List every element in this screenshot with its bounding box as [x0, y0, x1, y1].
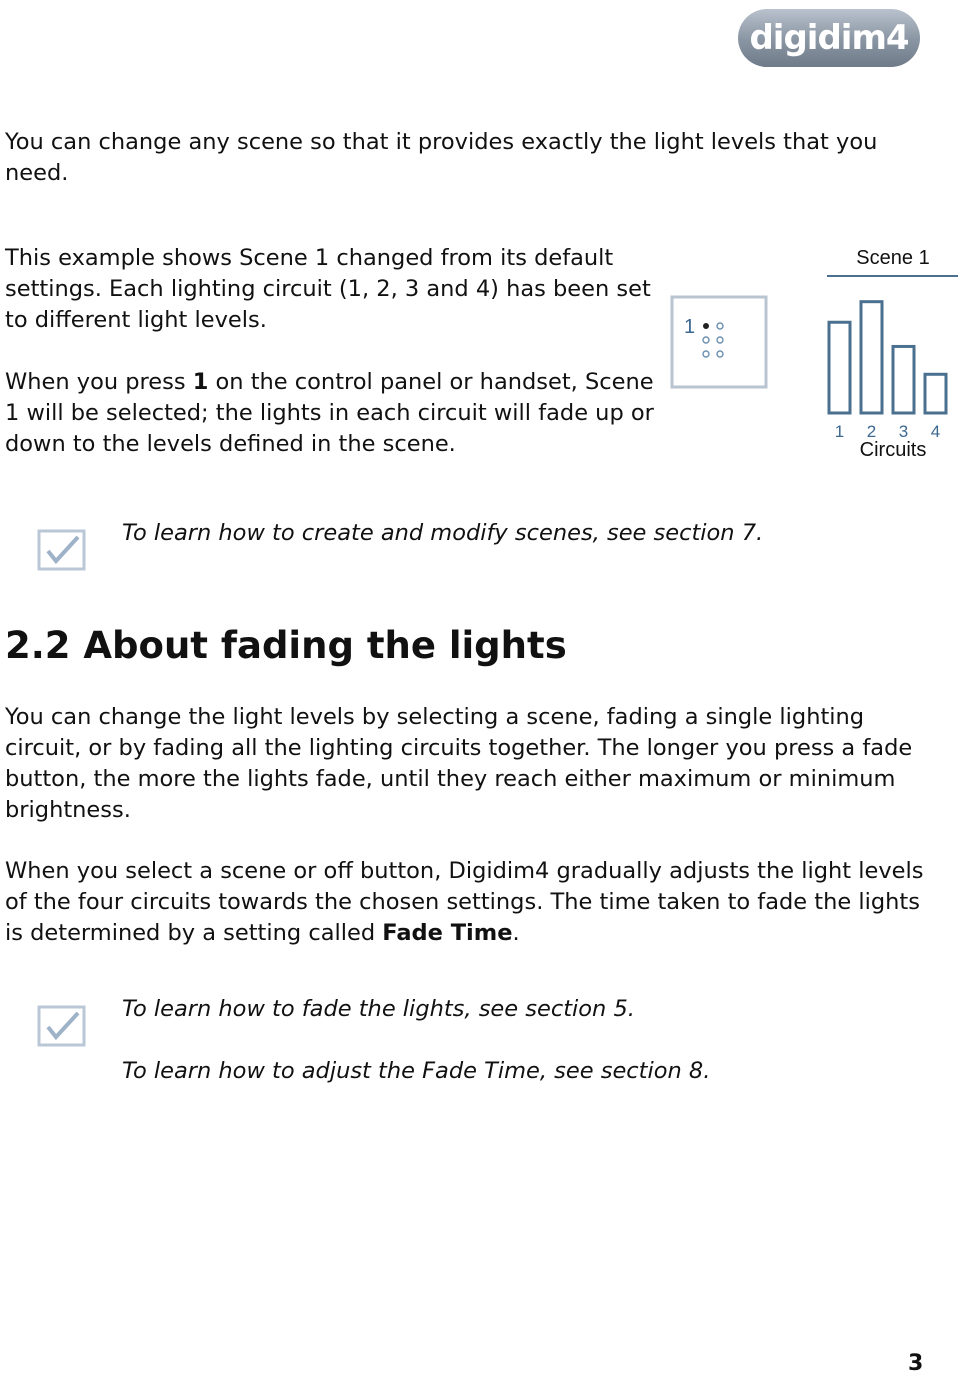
- chart-bar-2: [861, 302, 882, 413]
- section-heading: 2.2 About fading the lights: [5, 624, 567, 667]
- p3-key: 1: [192, 369, 209, 395]
- chart-bar-1: [829, 322, 850, 413]
- note-create-scenes: To learn how to create and modify scenes, see section 7.: [122, 520, 764, 546]
- p2-text-after: .: [512, 920, 520, 946]
- page-number: 3: [908, 1351, 924, 1376]
- section-paragraph-1: You can change the light levels by selecting a scene, fading a single lighting circuit, or by fading all the lighting circuits together. The longer you press a fade button, the more the lights fade, until they reach either maximum or minimum brightness.: [5, 704, 913, 823]
- chart-title: Scene 1: [856, 247, 930, 269]
- chart-tick-label: 1: [834, 422, 845, 441]
- chart-tick-label: 4: [930, 422, 941, 441]
- control-panel-illustration: [670, 295, 768, 389]
- chart-x-label: Circuits: [859, 439, 927, 461]
- intro-paragraph-2: This example shows Scene 1 changed from its default settings. Each lighting circuit (1, 2, 3 and 4) has been set to different light levels.: [5, 245, 651, 333]
- p3-text-before: When you press: [5, 369, 193, 395]
- note-fade-time: To learn how to adjust the Fade Time, see section 8.: [122, 1058, 711, 1084]
- logo-text: digidim4: [749, 18, 909, 58]
- section-paragraph-2: [5, 856, 945, 949]
- fade-time-term: Fade Time: [382, 920, 513, 946]
- intro-paragraph-1: You can change any scene so that it provides exactly the light levels that you need.: [5, 129, 878, 186]
- p2-text-before: When you select a scene or off button, Digidim4 gradually adjusts the light levels of the four circuits towards the chosen settings. The time taken to fade the lights is determined by a setting called: [5, 858, 924, 946]
- digidim4-logo: [736, 5, 922, 71]
- chart-tick-label: 2: [866, 422, 877, 441]
- scene-1-chart: [825, 240, 960, 465]
- chart-bar-3: [893, 346, 914, 413]
- chart-bar-4: [925, 374, 946, 413]
- intro-paragraph-3: [5, 367, 655, 460]
- panel-button-label: 1: [684, 316, 696, 338]
- p3-text-after: on the control panel or handset, Scene 1 will be selected; the lights in each circuit will fade up or down to the levels defined in the scene.: [5, 369, 654, 457]
- note-fade-lights: To learn how to fade the lights, see section 5.: [122, 996, 635, 1022]
- checkmark-icon: [36, 527, 88, 573]
- checkmark-icon: [36, 1003, 88, 1049]
- chart-tick-label: 3: [898, 422, 909, 441]
